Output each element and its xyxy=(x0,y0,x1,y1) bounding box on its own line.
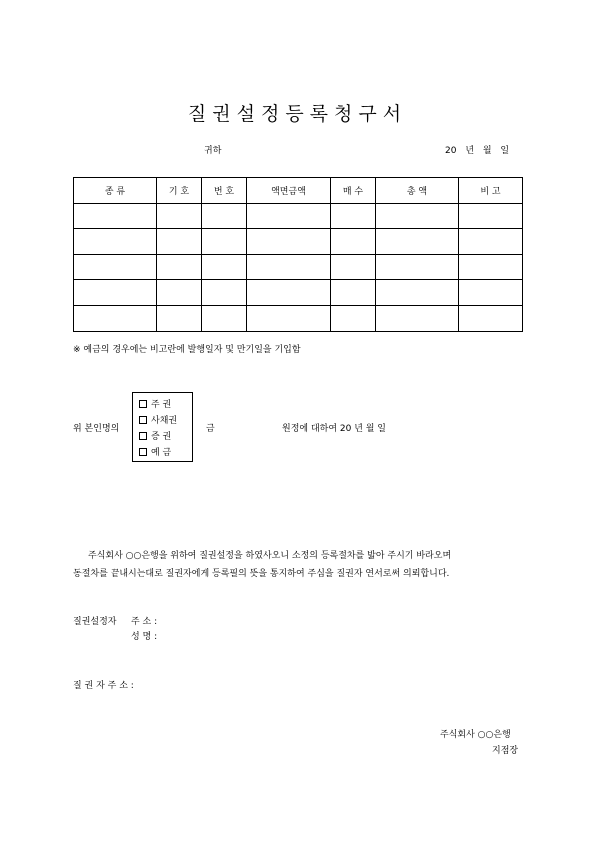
amount-label: 금 xyxy=(206,424,215,434)
table-cell[interactable] xyxy=(74,203,157,229)
table-cell[interactable] xyxy=(376,254,459,280)
body-paragraph-line-1: 주식회사 ○○은행을 위하여 질권설정을 하였사오니 소정의 등록절차를 밟아 주시기 바라오며 xyxy=(88,551,452,561)
document-title: 질권설정등록청구서 xyxy=(187,103,408,125)
table-row xyxy=(74,280,523,306)
pledgor-name-label: 성 명 : xyxy=(131,632,158,642)
table-row xyxy=(74,229,523,255)
table-cell[interactable] xyxy=(376,305,459,331)
table-cell[interactable] xyxy=(247,203,331,229)
checkbox-icon[interactable] xyxy=(139,432,147,440)
header-type: 종 류 xyxy=(74,178,157,204)
pledgee-address-label: 질 권 자 주 소 : xyxy=(73,681,134,691)
table-cell[interactable] xyxy=(247,254,331,280)
table-note: ※ 예금의 경우에는 비고란에 발행일자 및 만기일을 기입함 xyxy=(73,345,301,355)
table-cell[interactable] xyxy=(202,229,247,255)
header-quantity: 매 수 xyxy=(331,178,376,204)
table-cell[interactable] xyxy=(331,203,376,229)
table-cell[interactable] xyxy=(247,280,331,306)
table-cell[interactable] xyxy=(459,203,523,229)
checkbox-icon[interactable] xyxy=(139,400,147,408)
table-row xyxy=(74,254,523,280)
table-row xyxy=(74,305,523,331)
table-cell[interactable] xyxy=(157,229,202,255)
table-cell[interactable] xyxy=(74,305,157,331)
option-bond[interactable] xyxy=(139,413,177,426)
statement-prefix: 위 본인명의 xyxy=(73,424,120,434)
table-cell[interactable] xyxy=(202,280,247,306)
option-label: 사채권 xyxy=(151,416,178,426)
table-cell[interactable] xyxy=(331,305,376,331)
table-cell[interactable] xyxy=(247,229,331,255)
table-cell[interactable] xyxy=(74,254,157,280)
table-cell[interactable] xyxy=(459,229,523,255)
registration-table xyxy=(73,177,523,332)
table-cell[interactable] xyxy=(376,280,459,306)
table-cell[interactable] xyxy=(331,229,376,255)
table-cell[interactable] xyxy=(459,305,523,331)
statement-suffix: 원정에 대하여 20 년 월 일 xyxy=(282,424,387,434)
security-type-box xyxy=(132,392,193,462)
option-securities[interactable] xyxy=(139,429,171,442)
table-cell[interactable] xyxy=(247,305,331,331)
date-line: 20 년 월 일 xyxy=(445,146,510,156)
table-cell[interactable] xyxy=(202,203,247,229)
table-cell[interactable] xyxy=(202,305,247,331)
header-symbol: 기 호 xyxy=(157,178,202,204)
header-number: 번 호 xyxy=(202,178,247,204)
table-cell[interactable] xyxy=(157,305,202,331)
body-paragraph-line-2: 동절차를 끝내시는대로 질권자에게 등록필의 뜻을 통지하여 주심을 질권자 연서로써 의뢰합니다. xyxy=(73,569,450,579)
checkbox-icon[interactable] xyxy=(139,448,147,456)
table-cell[interactable] xyxy=(459,254,523,280)
table-cell[interactable] xyxy=(74,229,157,255)
table-cell[interactable] xyxy=(157,203,202,229)
table-cell[interactable] xyxy=(74,280,157,306)
footer-bank-name: 주식회사 ○○은행 xyxy=(440,730,511,740)
footer-branch-manager: 지점장 xyxy=(492,746,519,756)
header-face-value: 액면금액 xyxy=(247,178,331,204)
header-total: 총 액 xyxy=(376,178,459,204)
table-cell[interactable] xyxy=(157,254,202,280)
table-cell[interactable] xyxy=(376,229,459,255)
table-cell[interactable] xyxy=(331,280,376,306)
table-header-row xyxy=(74,178,523,204)
table-cell[interactable] xyxy=(202,254,247,280)
pledgor-label: 질권설정자 xyxy=(73,617,117,627)
table-cell[interactable] xyxy=(157,280,202,306)
option-label: 주 권 xyxy=(151,400,172,410)
checkbox-icon[interactable] xyxy=(139,416,147,424)
addressee-label: 귀하 xyxy=(204,146,222,156)
option-stock[interactable] xyxy=(139,397,171,410)
pledgor-address-label: 주 소 : xyxy=(131,617,158,627)
header-remarks: 비 고 xyxy=(459,178,523,204)
table-cell[interactable] xyxy=(331,254,376,280)
option-deposit[interactable] xyxy=(139,445,171,458)
table-row xyxy=(74,203,523,229)
option-label: 예 금 xyxy=(151,448,172,458)
table-cell[interactable] xyxy=(459,280,523,306)
option-label: 증 권 xyxy=(151,432,172,442)
table-cell[interactable] xyxy=(376,203,459,229)
